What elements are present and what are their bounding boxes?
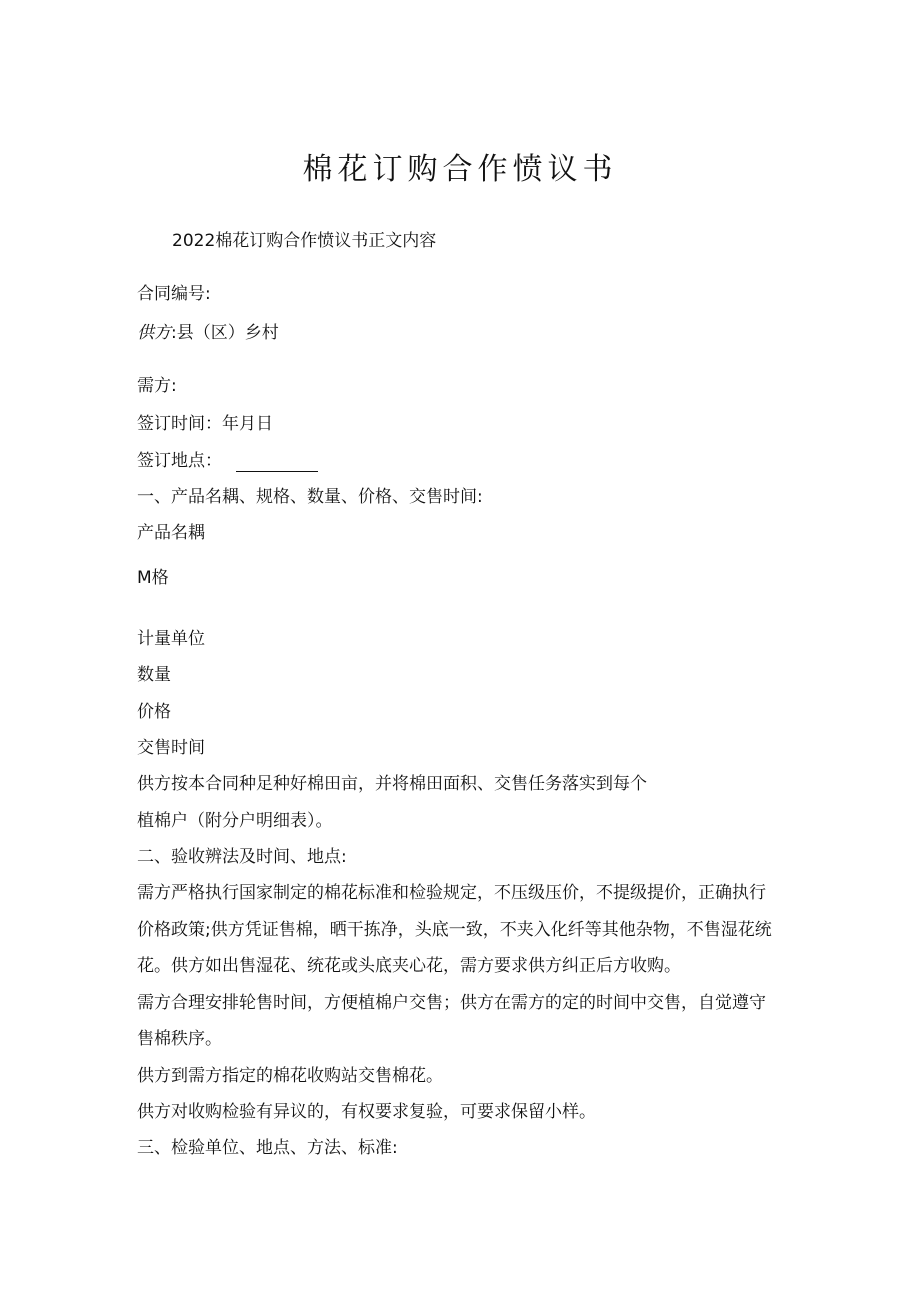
- sign-place-label: 签订地点：: [137, 451, 222, 471]
- sign-time-field: 签订时间：年月日: [137, 414, 273, 434]
- section2-paragraph-line: 需方合理安排轮售时间，方便植棉户交售；供方在需方的定的时间中交售，自觉遵守: [137, 993, 766, 1013]
- quantity-field: 数量: [137, 665, 171, 685]
- section2-paragraph-line: 供方对收购检验有异议的，有权要求复验，可要求保留小样。: [137, 1102, 596, 1122]
- buyer-field: 需方:: [137, 376, 177, 396]
- section1-heading: 一、产品名耦、规格、数量、价格、交售时间:: [137, 487, 483, 507]
- document-title: 棉花订购合作愤议书: [302, 152, 618, 187]
- supplier-location: :县（区）乡村: [171, 323, 279, 343]
- spec-field: M格: [137, 568, 169, 588]
- section3-heading: 三、检验单位、地点、方法、标准:: [137, 1138, 398, 1158]
- section2-paragraph-line: 供方到需方指定的棉花收购站交售棉花。: [137, 1066, 443, 1086]
- delivery-time-field: 交售时间: [137, 738, 205, 758]
- unit-field: 计量单位: [137, 629, 205, 649]
- document-subtitle: 2022棉花订购合作愤议书正文内容: [172, 231, 437, 251]
- supplier-label: 供方: [137, 323, 171, 343]
- section2-heading: 二、验收辨法及时间、地点:: [137, 847, 347, 867]
- sign-place-field: [137, 450, 318, 472]
- contract-number-field: 合同编号:: [137, 284, 211, 304]
- section2-paragraph-line: 花。供方如出售湿花、统花或头底夹心花，需方要求供方纠正后方收购。: [137, 956, 681, 976]
- product-name-field: 产品名耦: [137, 523, 205, 543]
- section2-paragraph-line: 售棉秩序。: [137, 1029, 222, 1049]
- section1-paragraph-line: 供方按本合同种足种好棉田亩，并将棉田面积、交售任务落实到每个: [137, 774, 647, 794]
- sign-place-blank: [236, 453, 318, 472]
- section1-paragraph-line: 植棉户（附分户明细表）。: [137, 811, 333, 831]
- section2-paragraph-line: 需方严格执行国家制定的棉花标准和检验规定，不压级压价，不提级提价，正确执行: [137, 883, 766, 903]
- supplier-field: [137, 322, 279, 344]
- price-field: 价格: [137, 702, 171, 722]
- section2-paragraph-line: 价格政策;供方凭证售棉，晒干拣净，头底一致，不夹入化纤等其他杂物，不售湿花统: [137, 920, 772, 940]
